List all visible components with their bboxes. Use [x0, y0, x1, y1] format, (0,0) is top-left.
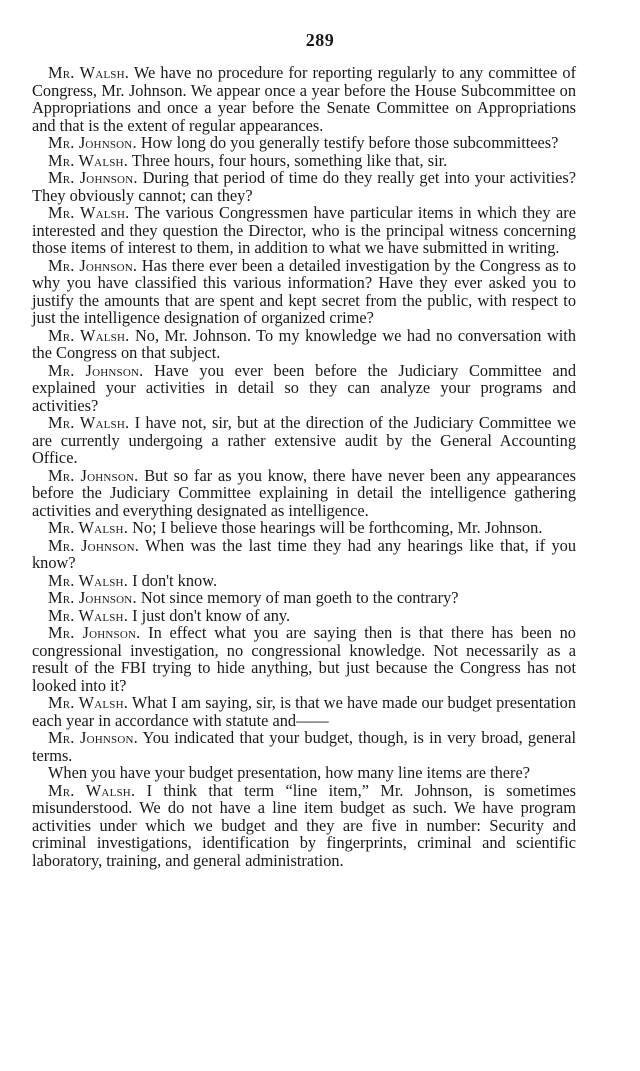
speaker-name: Mr. Walsh. [48, 570, 128, 590]
transcript-paragraph [32, 64, 576, 134]
paragraph-text: Have you ever been before the Judiciary Committee and explained your activities in detail so they can analyze your programs and activities? [32, 360, 576, 415]
transcript-paragraph [32, 204, 576, 257]
transcript-paragraph [32, 589, 576, 607]
paragraph-text: When was the last time they had any hearings like that, if you know? [32, 535, 576, 572]
transcript-paragraph [32, 134, 576, 152]
speaker-name: Mr. Walsh. [48, 780, 136, 800]
speaker-name: Mr. Johnson. [48, 623, 141, 642]
transcript-paragraph [32, 537, 576, 572]
paragraph-text: During that period of time do they really get into your activities? They obviously cannot; can they? [32, 168, 576, 205]
speaker-name: Mr. Walsh. [48, 63, 130, 82]
transcript-paragraph [32, 327, 576, 362]
transcript-paragraph [32, 782, 576, 870]
speaker-name: Mr. Walsh. [48, 203, 130, 222]
paragraph-text: Three hours, four hours, something like that, sir. [127, 150, 448, 170]
speaker-name: Mr. Johnson. [48, 168, 138, 187]
transcript-paragraph [32, 572, 576, 590]
paragraph-text: I have not, sir, but at the direction of the Judiciary Committee we are currently undergoing a rather extensive audit by the General Accounting Office. [32, 413, 576, 467]
paragraph-text: I think that term “line item,” Mr. Johnson, is sometimes misunderstood. We do not have a line item budget as such. We have program activities under which we budget and they are five in number: Security and criminal investigations, identification by fingerprints, criminal and scientific laboratory, training, and general administration. [32, 780, 576, 870]
paragraph-text: No, Mr. Johnson. To my knowledge we had no conversation with the Congress on that subject. [32, 325, 576, 362]
transcript-paragraph [32, 467, 576, 520]
paragraph-text: Not since memory of man goeth to the contrary? [136, 588, 459, 607]
paragraph-text: No; I believe those hearings will be forthcoming, Mr. Johnson. [127, 518, 543, 537]
paragraph-text: The various Congressmen have particular items in which they are interested and they question the Director, who is the principal witness concerning those items of interest to them, in addition to what we have submitted in writing. [32, 203, 577, 257]
speaker-name: Mr. Walsh. [48, 150, 128, 170]
speaker-name: Mr. Walsh. [48, 325, 130, 345]
paragraph-text: What I am saying, sir, is that we have made our budget presentation each year in accordance with statute and—— [32, 693, 577, 730]
paragraph-text: When you have your budget presentation, how many line items are there? [48, 763, 530, 782]
page-number: 289 [305, 30, 335, 50]
speaker-name: Mr. Walsh. [48, 518, 128, 537]
paragraph-text: But so far as you know, there have never been any appearances before the Judiciary Committee explaining in detail the intelligence gathering activities and everything designated as intelligence. [32, 465, 576, 520]
paragraph-text: How long do you generally testify before those subcommittees? [136, 133, 559, 152]
speaker-name: Mr. Johnson. [48, 255, 138, 275]
paragraph-text: We have no procedure for reporting regularly to any committee of Congress, Mr. Johnson. We appear once a year before the House Subcommittee on Appropriations and once a year before the Senate Committee on Appropriations and that is the extent of regular appearances. [32, 63, 577, 135]
speaker-name: Mr. Johnson. [48, 465, 139, 485]
paragraph-text: I don't know. [127, 570, 218, 590]
transcript-body [32, 64, 576, 869]
speaker-name: Mr. Johnson. [48, 535, 140, 555]
speaker-name: Mr. Walsh. [48, 693, 129, 712]
transcript-paragraph [32, 624, 576, 694]
transcript-paragraph [32, 362, 576, 415]
transcript-paragraph [32, 414, 576, 467]
speaker-name: Mr. Walsh. [48, 413, 130, 432]
speaker-name: Mr. Johnson. [48, 728, 138, 747]
speaker-name: Mr. Walsh. [48, 605, 128, 625]
transcript-paragraph [32, 257, 576, 327]
speaker-name: Mr. Johnson. [48, 588, 137, 607]
paragraph-text: In effect what you are saying then is that there has been no congressional investigation, no congressional knowledge. Not necessarily as a result of the FBI trying to hide anything, but just because the Congress has not looked into it? [32, 623, 576, 695]
transcript-paragraph [32, 519, 576, 537]
transcript-paragraph [32, 607, 576, 625]
paragraph-text: Has there ever been a detailed investigation by the Congress as to why you have classified this various information? Have they ever asked you to justify the amounts that are spent and kept secret from the public, with respect to just the intelligence designation of organized crime? [32, 255, 576, 327]
paragraph-text: I just don't know of any. [127, 605, 291, 625]
speaker-name: Mr. Johnson. [48, 360, 144, 380]
transcript-paragraph [32, 764, 576, 782]
paragraph-text: You indicated that your budget, though, is in very broad, general terms. [32, 728, 576, 765]
transcript-paragraph [32, 729, 576, 764]
transcript-paragraph [32, 169, 576, 204]
transcript-paragraph [32, 152, 576, 170]
speaker-name: Mr. Johnson. [48, 133, 137, 152]
transcript-paragraph [32, 694, 576, 729]
